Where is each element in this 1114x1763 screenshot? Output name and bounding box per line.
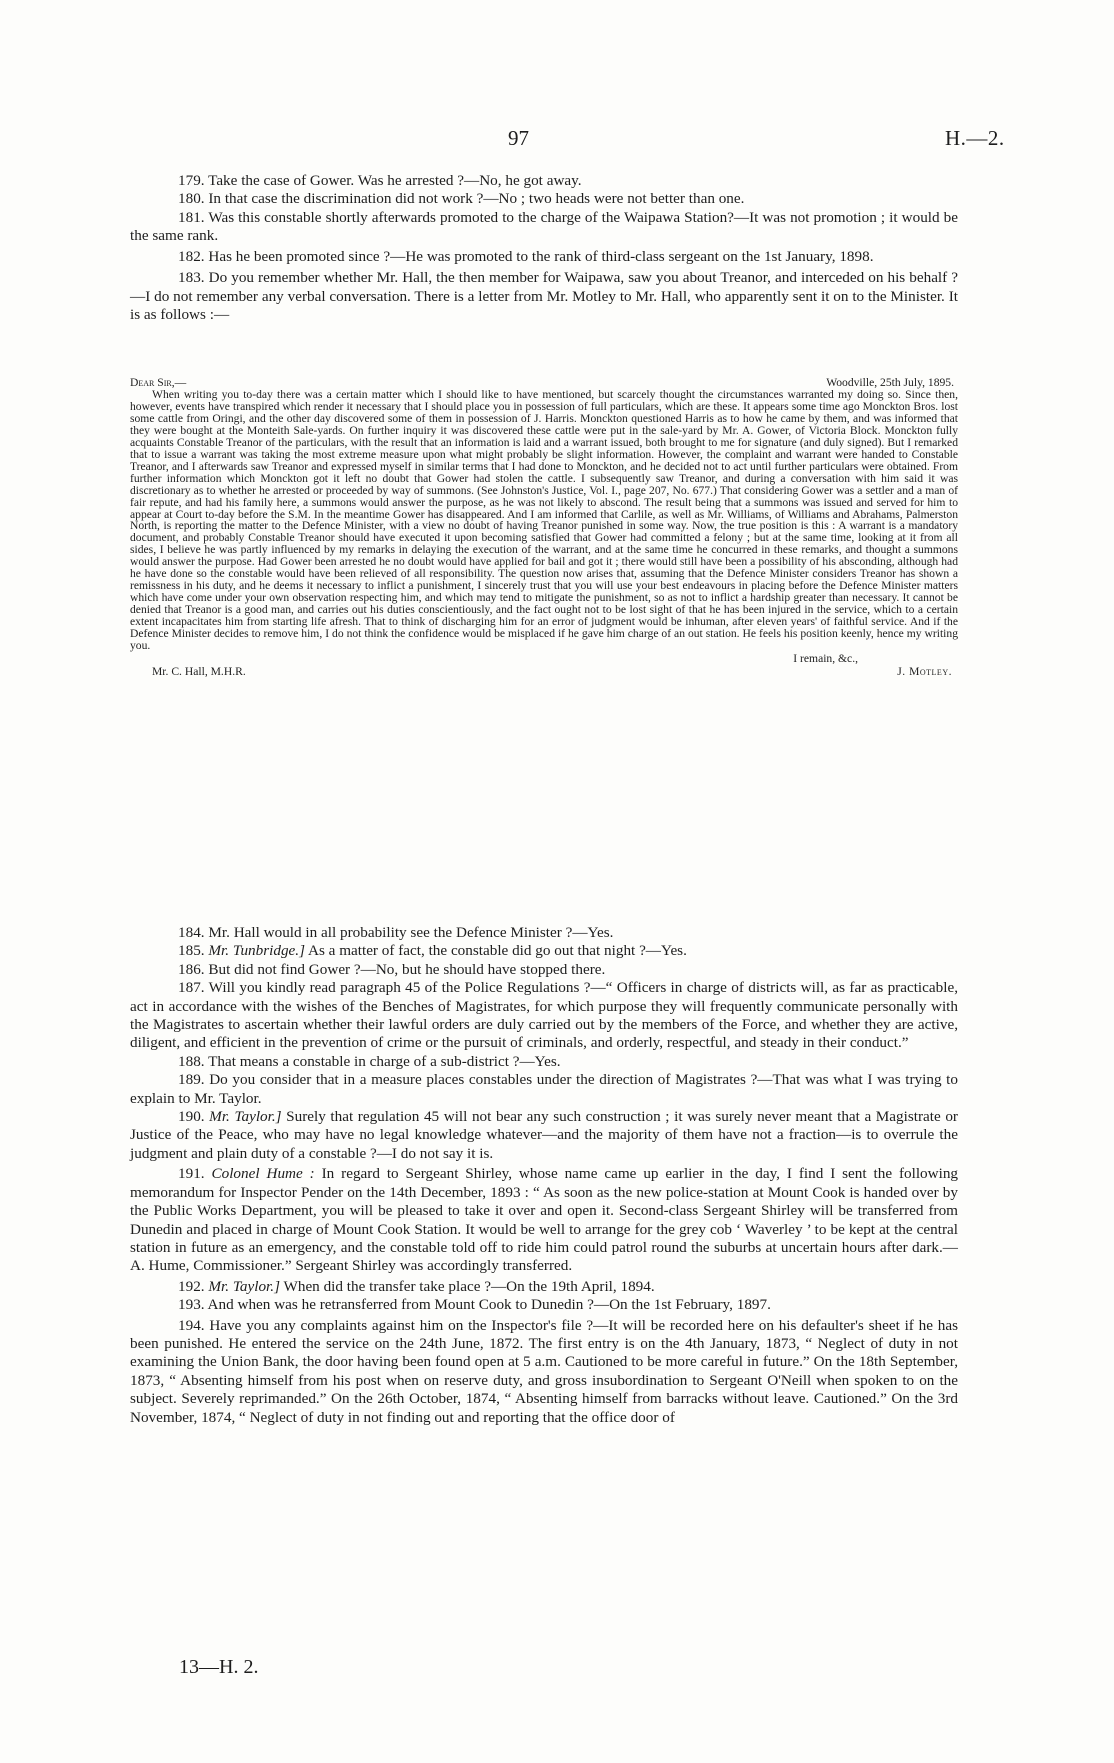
paragraph-182: 182. Has he been promoted since ?—He was promoted to the rank of third-class sergeant on the 1st January, 1898. (178, 248, 874, 266)
paragraph-190: 190. Mr. Taylor.] Surely that regulation 45 will not bear any such construction ; it was surely never meant that a Magistrate or Justice of the Peace, who may have no legal knowledge whatever—and the majority of them have not a fraction—is to overrule the judgment and plain duty of a constable ?—I do not say it is. (130, 1108, 958, 1162)
paragraph-185: 185. Mr. Tunbridge.] As a matter of fact, the constable did go out that night ?—Yes. (178, 942, 687, 960)
paragraph-191: 191. Colonel Hume : In regard to Sergeant Shirley, whose name came up earlier in the day, I find I sent the following memorandum for Inspector Pender on the 14th December, 1893 : “ As soon as the new police-station at Mount Cook is handed over by the Public Works Department, you will be pleased to take it over and open it. Second-class Sergeant Shirley will be transferred from Dunedin and placed in charge of Mount Cook Station. It would be well to arrange for the grey cob ‘ Waverley ’ to be kept at the central station in future as an emergency, and the constable told off to ride him could patrol round the suburbs at uncertain hours after dark.—A. Hume, Commissioner.” Sergeant Shirley was accordingly transferred. (130, 1165, 959, 1275)
speaker-label: Mr. Taylor.] (208, 1277, 280, 1295)
paragraph-188: 188. That means a constable in charge of a sub-district ?—Yes. (178, 1052, 561, 1070)
top-testimony (130, 172, 958, 324)
page-number: 97 (508, 126, 529, 150)
letter-signature-row (130, 665, 958, 678)
speaker-label: Colonel Hume : (211, 1165, 315, 1183)
speaker-label: Mr. Tunbridge.] (208, 942, 306, 960)
paragraph-189: 189. Do you consider that in a measure places constables under the direction of Magistrates ?—That was what I was trying to explain to Mr. Taylor. (130, 1071, 958, 1107)
letter-signature: J. Motley. (897, 664, 952, 678)
letter-closing-row (130, 652, 958, 665)
paragraph-180: 180. In that case the discrimination did not work ?—No ; two heads were not better than one. (178, 190, 745, 208)
bottom-testimony (130, 924, 958, 1427)
paragraph-194: 194. Have you any complaints against him on the Inspector's file ?—It will be recorded here on his defaulter's sheet if he has been punished. He entered the service on the 24th June, 1872. The first entry is on the 4th January, 1873, “ Neglect of duty in not examining the Union Bank, the door having been found open at 5 a.m. Cautioned to be more careful in future.” On the 18th September, 1873, “ Absenting himself from his post when on reserve duty, and gross insubordination to Sergeant O'Neill when spoken to on the subject. Severely reprimanded.” On the 26th October, 1874, “ Absenting himself from barracks without leave. Cautioned.” On the 3rd November, 1874, “ Neglect of duty in not finding out and reporting that the office door of (130, 1316, 959, 1426)
letter-place-date: Woodville, 25th July, 1895. (826, 376, 954, 389)
paragraph-186: 186. But did not find Gower ?—No, but he should have stopped there. (178, 960, 606, 978)
document-reference: H.—2. (945, 126, 1005, 150)
paragraph-187: 187. Will you kindly read paragraph 45 of the Police Regulations ?—“ Officers in charge of districts will, as far as practicable, act in accordance with the wishes of the Benches of Magistrates, for which purpose they will frequently communicate personally with the Magistrates to ascertain whether their lawful orders are duly carried out by the members of the Force, and whether they are active, diligent, and efficient in the prevention of crime or the pursuit of criminals, and orderly, respectful, and steady in their conduct.” (130, 979, 958, 1052)
paragraph-179: 179. Take the case of Gower. Was he arrested ?—No, he got away. (178, 172, 582, 189)
paragraph-181: 181. Was this constable shortly afterwards promoted to the charge of the Waipawa Station?—It was not promotion ; it would be the same rank. (130, 208, 958, 244)
speaker-label: Mr. Taylor.] (209, 1108, 282, 1126)
letter-salutation: Dear Sir,— (130, 376, 187, 389)
letter-addressee: Mr. C. Hall, M.H.R. (152, 664, 246, 678)
quoted-letter (130, 376, 958, 678)
paragraph-183: 183. Do you remember whether Mr. Hall, the then member for Waipawa, saw you about Treanor, and interceded on his behalf ?—I do not remember any verbal conversation. There is a letter from Mr. Motley to Mr. Hall, who apparently sent it on to the Minister. It is as follows :— (130, 269, 958, 324)
letter-closing: I remain, &c., (793, 651, 858, 665)
paragraph-184: 184. Mr. Hall would in all probability see the Defence Minister ?—Yes. (178, 924, 614, 941)
paragraph-193: 193. And when was he retransferred from Mount Cook to Dunedin ?—On the 1st February, 1897. (178, 1296, 771, 1314)
paragraph-192: 192. Mr. Taylor.] When did the transfer take place ?—On the 19th April, 1894. (178, 1277, 655, 1295)
letter-body: When writing you to-day there was a certain matter which I should like to have mentioned, but scarcely thought the circumstances warranted my doing so. Since then, however, events have transpired which render it necessary that I should place you in possession of full particulars, which are these. It appears some time ago Monckton Bros. lost some cattle from Oringi, and the other day discovered some of them in possession of J. Harris. Monckton questioned Harris as to how he came by them, and was informed that they were bought at the Monteith Sale-yards. On further inquiry it was discovered these cattle were put in the sale-yard by Mr. A. Gower, of Victoria Block. Monckton fully acquaints Constable Treanor of the particulars, with the result that an information is laid and a warrant issued, both brought to me for signature (and duly signed). But I remarked that to issue a warrant was taking the most extreme measure upon what might probably be slight information. However, the complaint and warrant were handed to Constable Treanor, and I afterwards saw Treanor and expressed myself in similar terms that I had done to Monckton, and he decided not to act until further particulars were obtained. From further information which Monckton got it left no doubt that Gower had stolen the cattle. I subsequently saw Treanor, and during a conversation with him said it was discretionary as to whether he arrested or proceeded by way of summons. (See Johnston's Justice, Vol. I., page 207, No. 677.) That considering Gower was a settler and a man of fair repute, and had his family here, a summons would answer the purpose, as he was not likely to abscond. The result being that a summons was issued and served for him to appear at Court to-day before the S.M. In the meantime Gower has disappeared. And I am informed that Carlile, as well as Mr. Williams, of Williams and Abrahams, Palmerston North, is reporting the matter to the Defence Minister, with a view no doubt of having Treanor punished in some way. Now, the true position is this : A warrant is a mandatory document, and probably Constable Treanor should have executed it upon becoming satisfied that Gower had committed a felony ; but at the same time, looking at it from all sides, I believe he was partly influenced by my remarks in delaying the execution of the warrant, and at the same time he concurred in these remarks, and thought a summons would answer the purpose. Had Gower been arrested he no doubt would have applied for bail and got it ; there would still have been a possibility of his absconding, although had he have done so the constable would have been relieved of all responsibility. The question now arises that, assuming that the Defence Minister considers Treanor has shown a remissness in his duty, and he deems it necessary to inflict a punishment, I sincerely trust that you will use your best endeavours in placing before the Defence Minister matters which have come under your own observation respecting him, and which may tend to mitigate the punishment, so as not to inflict a hardship greater than necessary. It cannot be denied that Treanor is a good man, and carries out his duties conscientiously, and the fact ought not to be lost sight of that he has been injured in the service, which to a certain extent incapacitates him from starting life afresh. That to think of discharging him for an error of judgment would be inhuman, after eleven years' of faithful service. And if the Defence Minister decides to remove him, I do not think the confidence would be misplaced if he gave him charge of an out station. He feels his position keenly, hence my writing you. (130, 388, 958, 653)
signature-mark: 13—H. 2. (179, 1656, 259, 1678)
